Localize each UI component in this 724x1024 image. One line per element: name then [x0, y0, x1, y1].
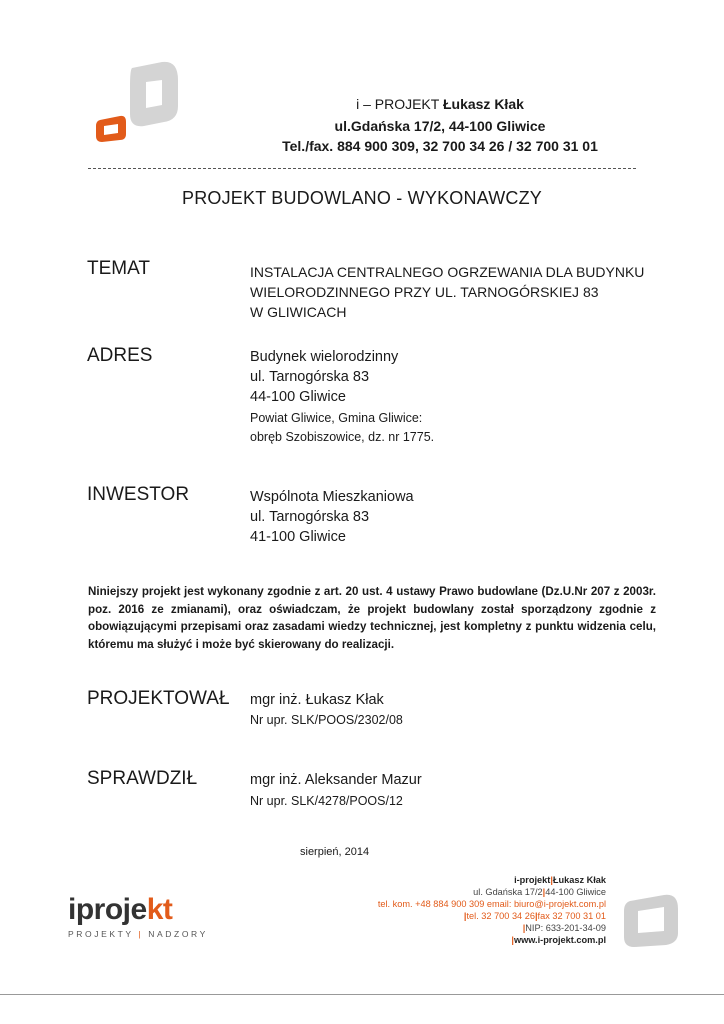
temat-line: INSTALACJA CENTRALNEGO OGRZEWANIA DLA BUDYNKU	[250, 264, 645, 280]
footer-logo	[68, 895, 208, 939]
adres-line: Budynek wielorodzinny	[250, 349, 399, 365]
inwestor-label: INWESTOR	[87, 484, 190, 505]
dashed-divider	[88, 168, 636, 169]
temat-value	[250, 262, 644, 322]
i-projekt-logo-icon	[92, 58, 182, 142]
adres-label: ADRES	[87, 345, 153, 366]
inwestor-value	[250, 487, 414, 547]
header-address: ul.Gdańska 17/2, 44-100 Gliwice	[334, 118, 546, 134]
inwestor-line: ul. Tarnogórska 83	[250, 509, 370, 525]
footer-logo-mark-icon	[620, 893, 682, 947]
projektowal-number: Nr upr. SLK/POOS/2302/08	[250, 713, 403, 727]
footer-logo-word: iprojekt	[68, 893, 173, 926]
temat-line: W GLIWICACH	[250, 304, 347, 320]
sprawdzil-number: Nr upr. SLK/4278/POOS/12	[250, 794, 403, 808]
footer-logo-tagline: PROJEKTY | NADZORY	[68, 929, 208, 939]
inwestor-line: 41-100 Gliwice	[250, 529, 346, 545]
footer-card-line: ul. Gdańska 17/2|44-100 Gliwice	[473, 887, 606, 897]
bottom-divider	[0, 994, 724, 995]
adres-details	[250, 409, 434, 447]
temat-label: TEMAT	[87, 258, 150, 279]
footer-card-line: |NIP: 633-201-34-09	[522, 923, 606, 933]
compliance-statement: Niniejszy projekt jest wykonany zgodnie z art. 20 ust. 4 ustawy Prawo budowlane (Dz.U.Nr 207 z 2003r. poz. 2016 ze zmianami), oraz oświadczam, że projekt budowlany został sporządzony zgodnie z obowiązującymi przepisami oraz zasadami wiedzy technicznej, jest kompletny z punktu widzenia celu, któremu ma służyć i może być skierowany do realizacji.	[88, 585, 656, 651]
header-owner-name: Łukasz Kłak	[442, 96, 524, 112]
footer-contact-card	[378, 874, 606, 946]
footer-card-line: |tel. 32 700 34 26|fax 32 700 31 01	[463, 911, 606, 921]
sprawdzil-label: SPRAWDZIŁ	[87, 768, 198, 789]
adres-detail-line: obręb Szobiszowice, dz. nr 1775.	[250, 430, 435, 444]
footer-card-line: |www.i-projekt.com.pl	[511, 935, 606, 945]
sprawdzil-name: mgr inż. Aleksander Mazur	[250, 772, 422, 788]
inwestor-line: Wspólnota Mieszkaniowa	[250, 489, 414, 505]
header-company-line: i – PROJEKT Łukasz Kłak	[356, 96, 524, 112]
footer-card-line: tel. kom. +48 884 900 309 email: biuro@i-projekt.com.pl	[377, 899, 606, 909]
projektowal-name: mgr inż. Łukasz Kłak	[250, 692, 384, 708]
adres-line: ul. Tarnogórska 83	[250, 369, 370, 385]
footer-card-line: i-projekt|Łukasz Kłak	[514, 875, 606, 885]
adres-detail-line: Powiat Gliwice, Gmina Gliwice:	[250, 411, 423, 425]
temat-line: WIELORODZINNEGO PRZY UL. TARNOGÓRSKIEJ 83	[250, 284, 599, 300]
adres-line: 44-100 Gliwice	[250, 389, 346, 405]
document-date: sierpień, 2014	[300, 846, 370, 858]
adres-value	[250, 347, 398, 407]
header-phones: Tel./fax. 884 900 309, 32 700 34 26 / 32 700 31 01	[282, 138, 598, 154]
document-title: PROJEKT BUDOWLANO - WYKONAWCZY	[181, 188, 543, 208]
projektowal-label: PROJEKTOWAŁ	[87, 688, 230, 709]
